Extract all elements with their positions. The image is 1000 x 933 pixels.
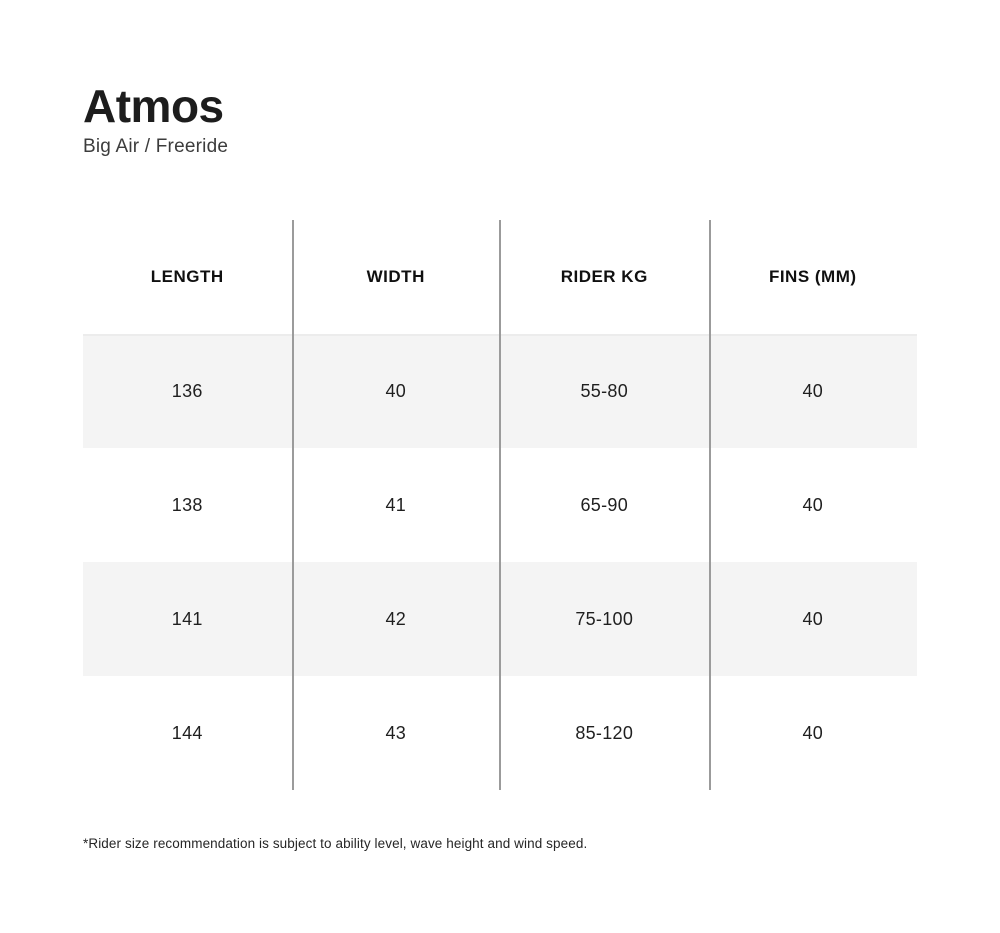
table-cell-length: 138 xyxy=(171,494,203,515)
table-cell-width: 43 xyxy=(385,722,407,743)
table-cell-fins: 40 xyxy=(802,494,824,515)
table-cell-width: 40 xyxy=(385,380,407,401)
size-spec-table xyxy=(83,220,917,790)
table-cell-width: 42 xyxy=(385,608,407,629)
table-cell-length: 141 xyxy=(171,608,203,629)
table-cell-riderkg: 85-120 xyxy=(575,722,634,743)
product-heading xyxy=(83,80,229,158)
column-header-fins: FINS (MM) xyxy=(768,267,857,286)
table-cell-fins: 40 xyxy=(802,608,824,629)
page-title: Atmos xyxy=(83,80,224,132)
table-cell-length: 136 xyxy=(171,380,203,401)
column-divider xyxy=(499,220,501,790)
column-header-length: LENGTH xyxy=(150,267,224,286)
column-header-riderkg: RIDER KG xyxy=(560,267,648,286)
table-cell-riderkg: 75-100 xyxy=(575,608,634,629)
table-cell-length: 144 xyxy=(171,722,203,743)
column-header-width: WIDTH xyxy=(366,267,425,286)
column-divider xyxy=(709,220,711,790)
rider-size-footnote: *Rider size recommendation is subject to ability level, wave height and wind speed. xyxy=(83,836,588,851)
table-cell-fins: 40 xyxy=(802,722,824,743)
page-subtitle: Big Air / Freeride xyxy=(83,136,229,157)
table-cell-fins: 40 xyxy=(802,380,824,401)
column-divider xyxy=(292,220,294,790)
table-cell-width: 41 xyxy=(385,494,407,515)
table-cell-riderkg: 65-90 xyxy=(580,494,629,515)
table-cell-riderkg: 55-80 xyxy=(580,380,629,401)
